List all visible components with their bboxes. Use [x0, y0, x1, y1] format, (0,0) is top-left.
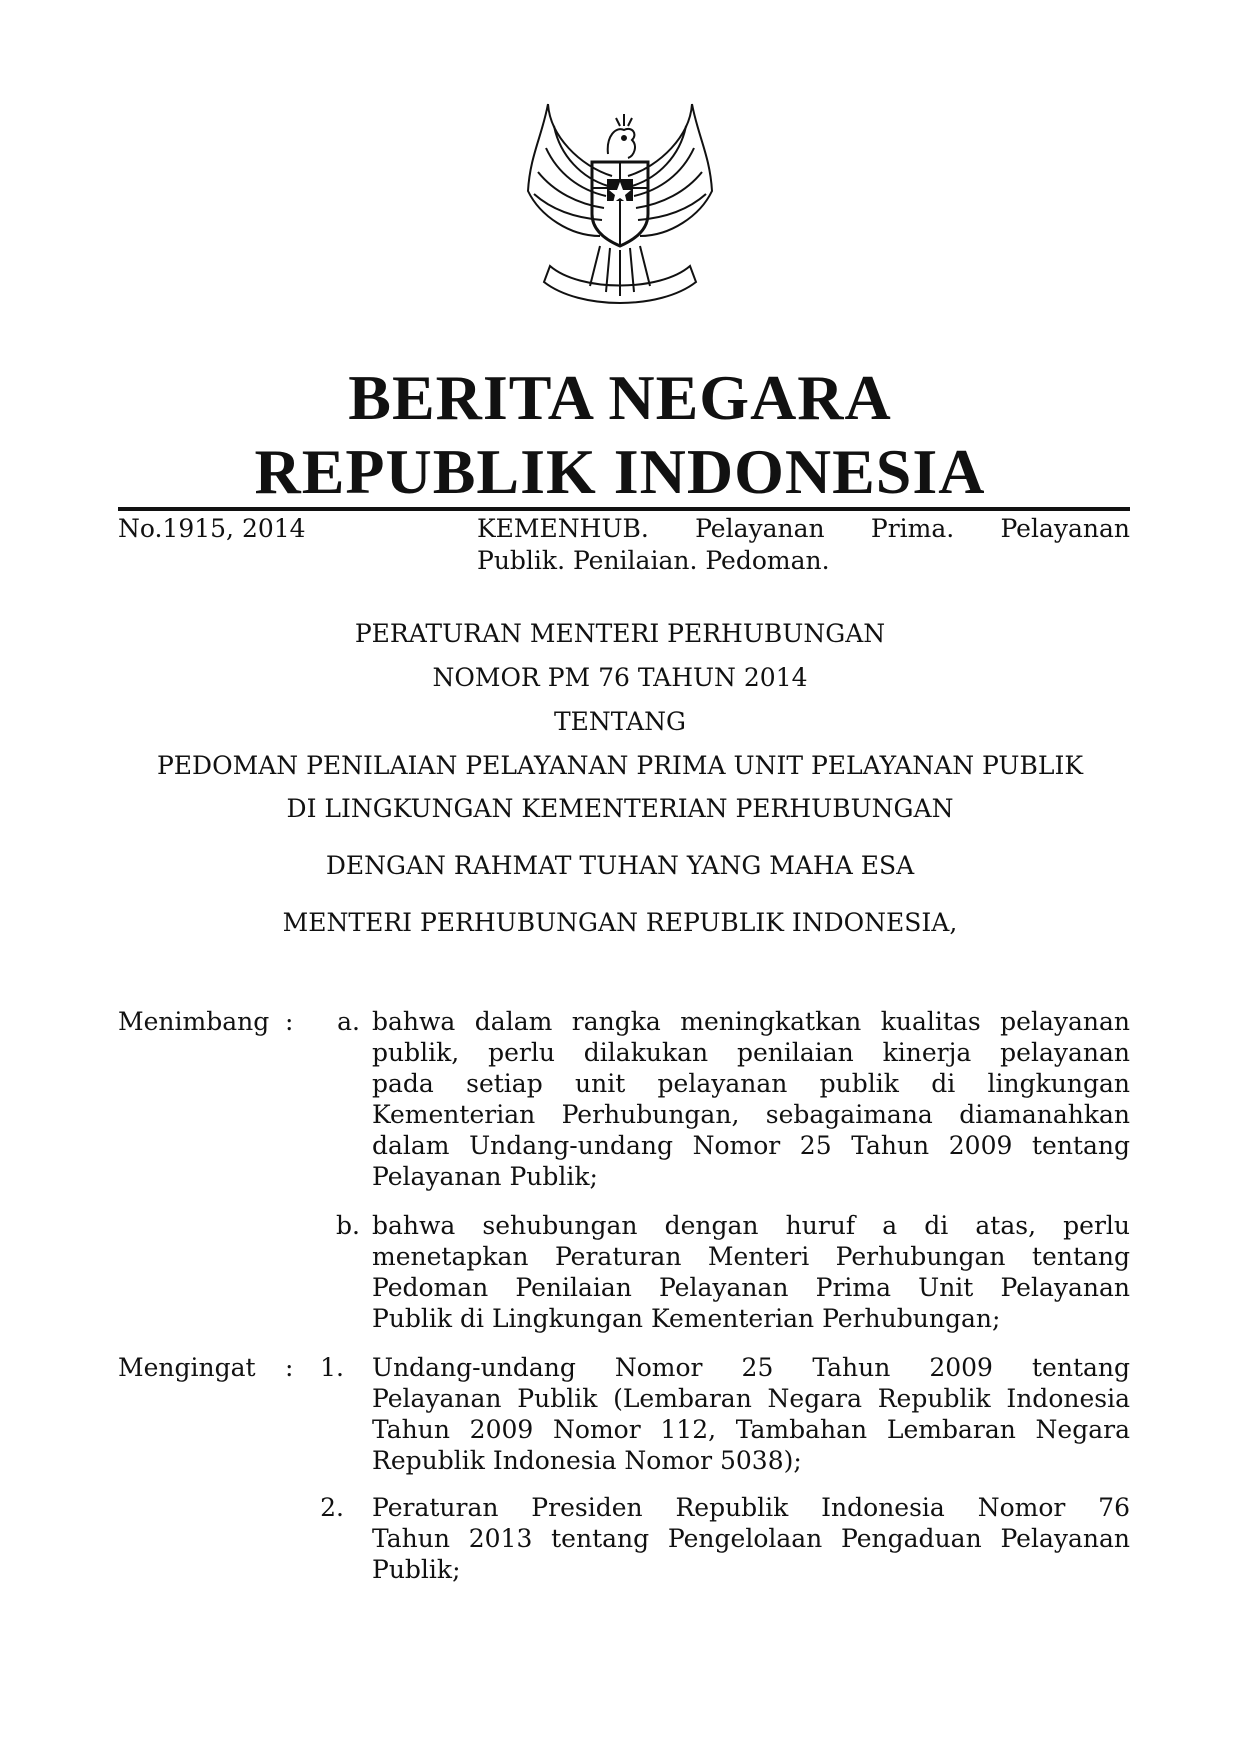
- preamble-minister: MENTERI PERHUBUNGAN REPUBLIK INDONESIA,: [282, 908, 958, 937]
- mengingat-marker-2: 2.: [320, 1493, 344, 1522]
- mengingat-item-2: [372, 1492, 1130, 1585]
- garuda-icon: [520, 96, 720, 316]
- regulation-number: NOMOR PM 76 TAHUN 2014: [432, 663, 808, 692]
- regulation-title: PERATURAN MENTERI PERHUBUNGAN: [354, 619, 886, 648]
- gazette-title-line2: REPUBLIK INDONESIA: [254, 436, 986, 507]
- gazette-number: No.1915, 2014: [118, 514, 306, 543]
- gazette-title-line1: BERITA NEGARA: [348, 362, 892, 433]
- menimbang-marker-b: b.: [336, 1211, 360, 1240]
- mengingat-marker-1: 1.: [320, 1353, 344, 1382]
- text-line: Tahun 2009 Nomor 112, Tambahan Lembaran Negara: [372, 1415, 1130, 1444]
- gazette-subject-line2: Publik. Penilaian. Pedoman.: [477, 546, 830, 575]
- text-line: Undang-undang Nomor 25 Tahun 2009 tentang: [372, 1353, 1130, 1382]
- gazette-subject-line1: KEMENHUB. Pelayanan Prima. Pelayanan: [477, 514, 1130, 543]
- menimbang-colon: :: [285, 1007, 294, 1036]
- menimbang-item-a: [372, 1006, 1130, 1192]
- text-line: pada setiap unit pelayanan publik di lingkungan: [372, 1069, 1130, 1098]
- mengingat-colon: :: [285, 1353, 294, 1382]
- text-line: publik, perlu dilakukan penilaian kinerja pelayanan: [372, 1038, 1130, 1067]
- text-line: Kementerian Perhubungan, sebagaimana diamanahkan: [372, 1100, 1130, 1129]
- mengingat-label: Mengingat: [118, 1353, 256, 1382]
- text-line: Pedoman Penilaian Pelayanan Prima Unit Pelayanan: [372, 1273, 1130, 1302]
- text-line: Pelayanan Publik (Lembaran Negara Republik Indonesia: [372, 1384, 1130, 1413]
- text-line: Pelayanan Publik;: [372, 1162, 598, 1191]
- text-line: bahwa sehubungan dengan huruf a di atas, perlu: [372, 1211, 1130, 1240]
- menimbang-item-b: [372, 1210, 1130, 1334]
- garuda-pancasila-emblem: [520, 96, 720, 316]
- preamble-grace: DENGAN RAHMAT TUHAN YANG MAHA ESA: [325, 851, 915, 880]
- mengingat-item-1: [372, 1352, 1130, 1476]
- regulation-tentang: TENTANG: [553, 707, 686, 736]
- text-line: Republik Indonesia Nomor 5038);: [372, 1446, 802, 1475]
- text-line: Peraturan Presiden Republik Indonesia Nomor 76: [372, 1493, 1130, 1522]
- regulation-subject-line1: PEDOMAN PENILAIAN PELAYANAN PRIMA UNIT PELAYANAN PUBLIK: [156, 751, 1083, 780]
- text-line: Publik di Lingkungan Kementerian Perhubungan;: [372, 1304, 1001, 1333]
- menimbang-label: Menimbang: [118, 1007, 270, 1036]
- text-line: dalam Undang-undang Nomor 25 Tahun 2009 tentang: [372, 1131, 1130, 1160]
- header-divider: [118, 507, 1130, 511]
- text-line: bahwa dalam rangka meningkatkan kualitas pelayanan: [372, 1007, 1130, 1036]
- text-line: menetapkan Peraturan Menteri Perhubungan tentang: [372, 1242, 1130, 1271]
- menimbang-marker-a: a.: [337, 1007, 360, 1036]
- text-line: Publik;: [372, 1555, 461, 1584]
- regulation-subject-line2: DI LINGKUNGAN KEMENTERIAN PERHUBUNGAN: [286, 794, 954, 823]
- text-line: Tahun 2013 tentang Pengelolaan Pengaduan Pelayanan: [372, 1524, 1130, 1553]
